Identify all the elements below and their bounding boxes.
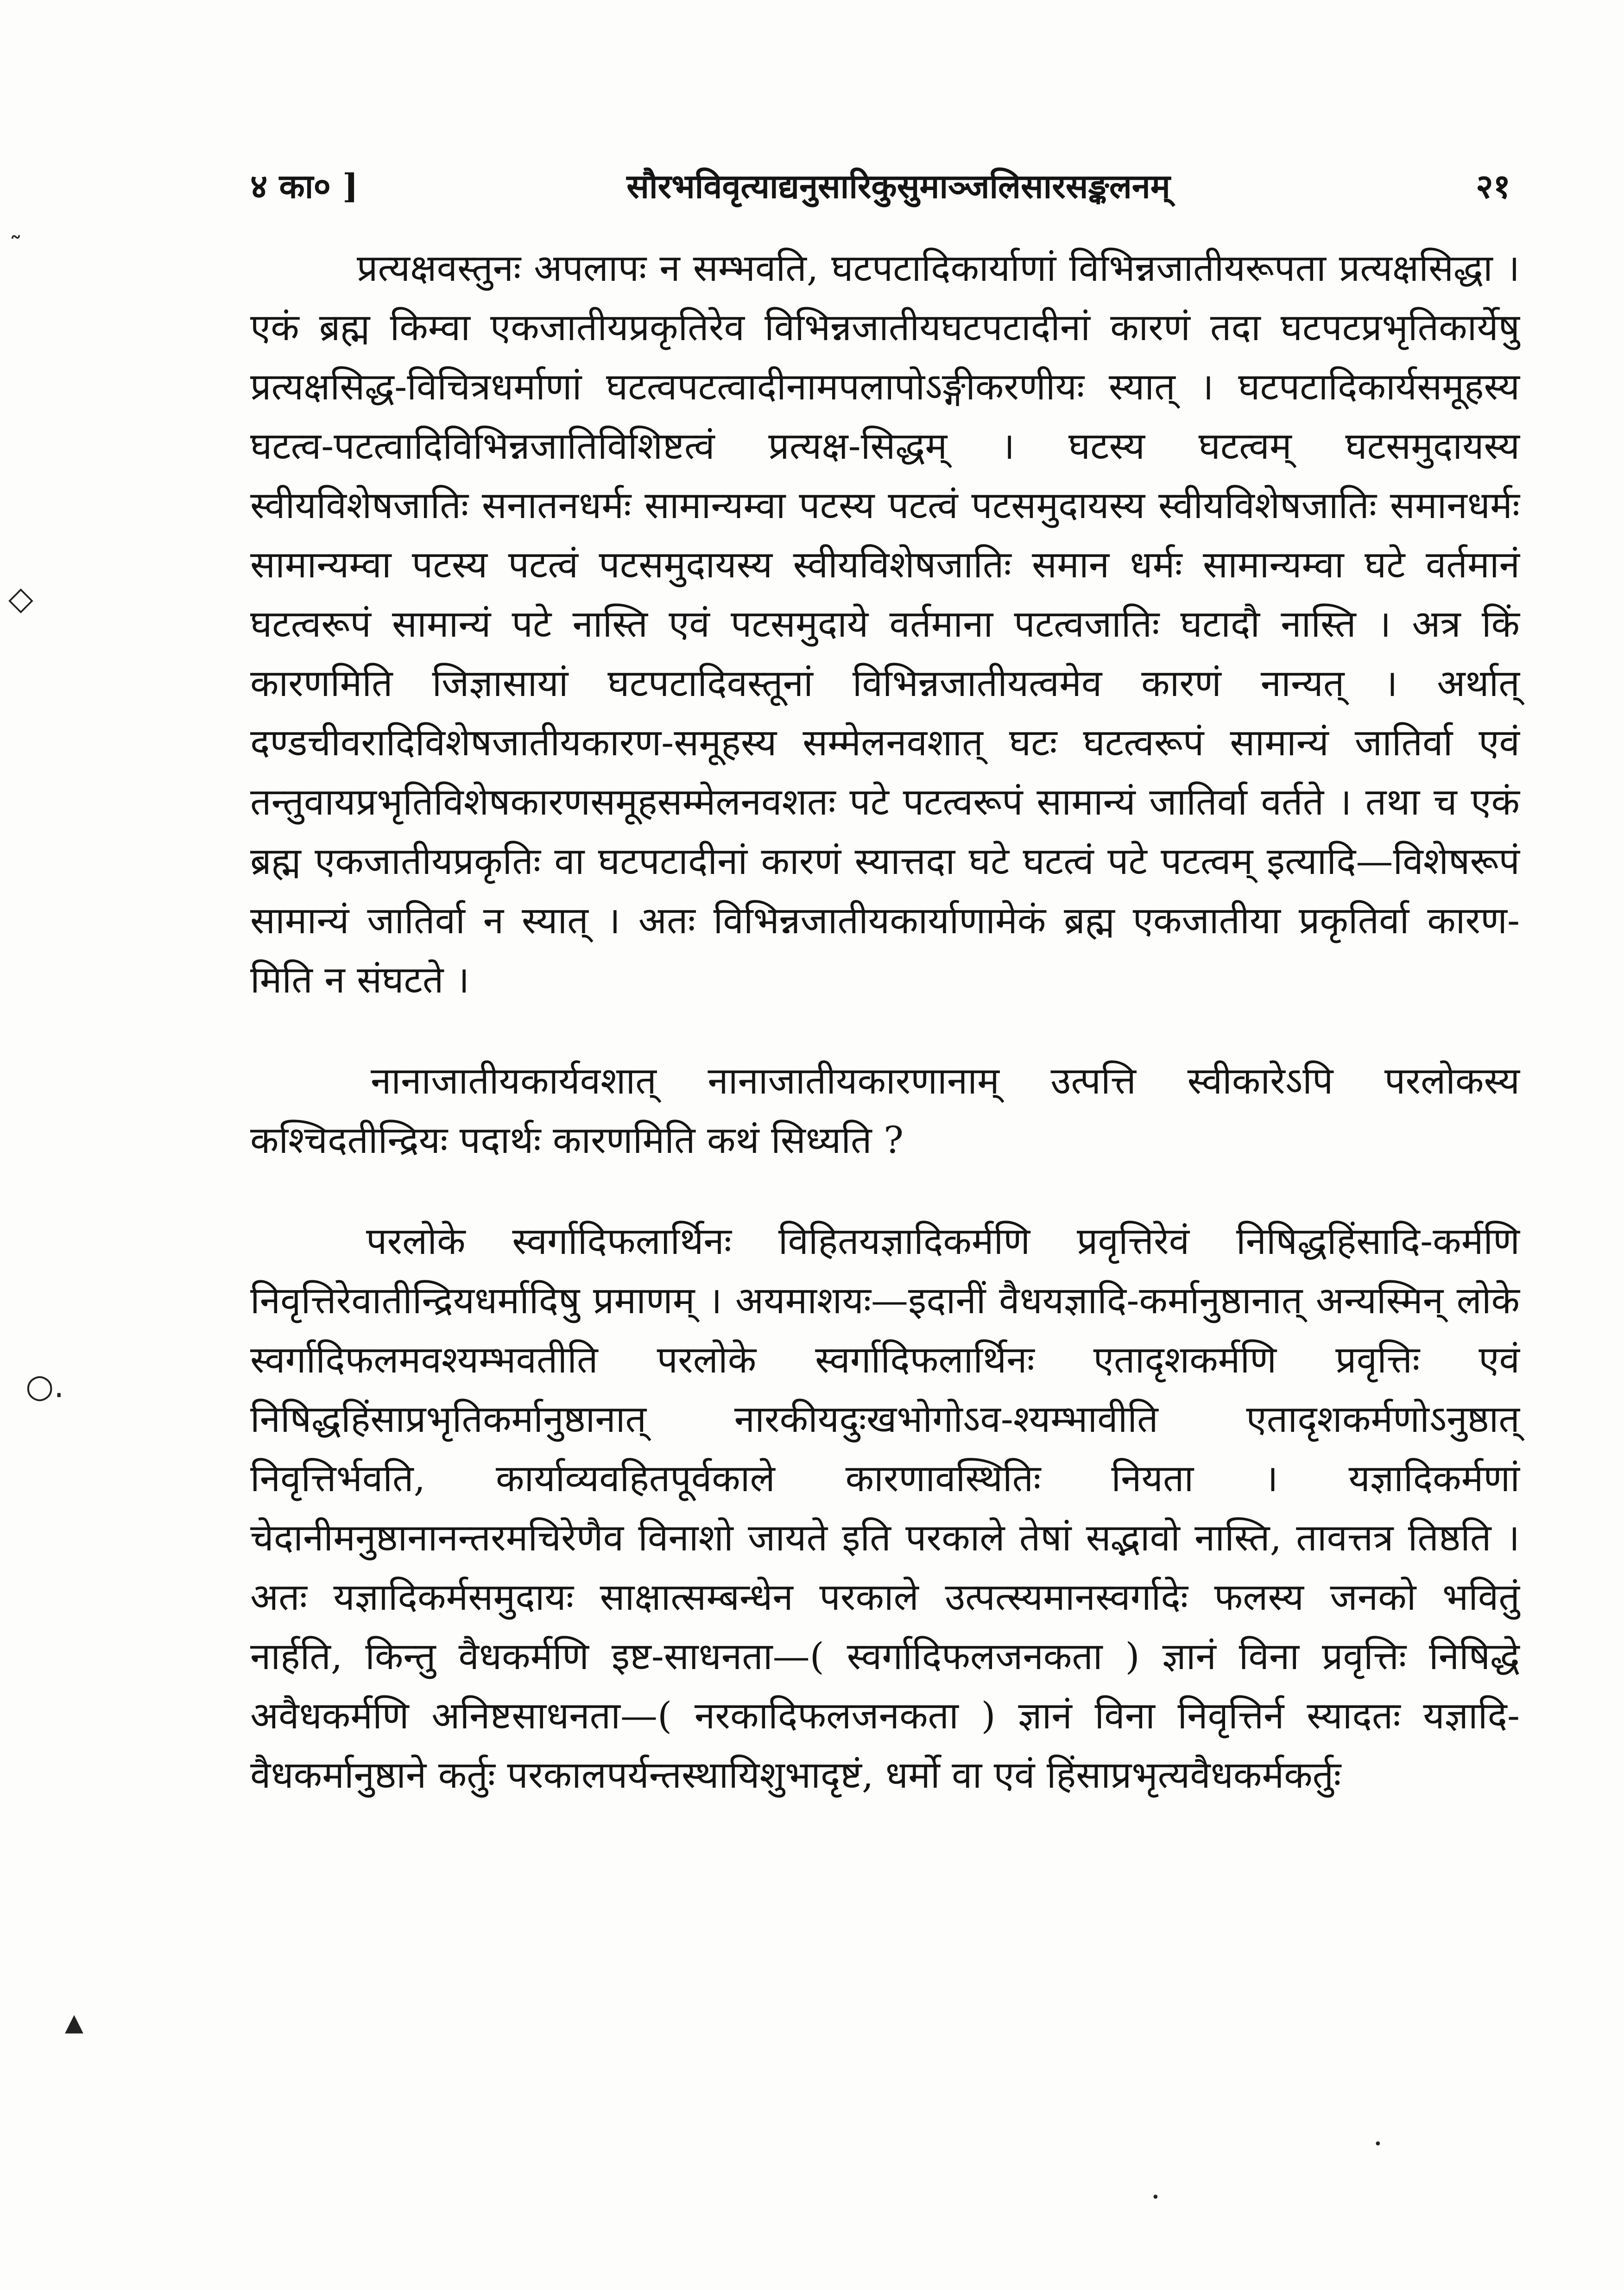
running-header xyxy=(250,153,1510,218)
margin-mark: ▲ xyxy=(65,2009,83,2037)
page-body xyxy=(250,239,1520,1805)
margin-mark: ˜ xyxy=(9,232,22,262)
paragraph-1: प्रत्यक्षवस्तुनः अपलापः न सम्भवति, घटपटादिकार्याणां विभिन्नजातीयरूपता प्रत्यक्षसिद्धा । एकं ब्रह्म किम्वा एकजातीयप्रकृतिरेव विभिन्नजातीयघटपटादीनां कारणं तदा घटपटप्रभृतिकार्येषु प्रत्यक्षसिद्ध-विचित्रधर्माणां घटत्वपटत्वादीनामपलापोऽङ्गीकरणीयः स्यात् । घटपटादिकार्यसमूहस्य घटत्व-पटत्वादिविभिन्नजातिविशिष्टत्वं प्रत्यक्ष-सिद्धम् । घटस्य घटत्वम् घटसमुदायस्य स्वीयविशेषजातिः सनातनधर्मः सामान्यम्वा पटस्य पटत्वं पटसमुदायस्य स्वीयविशेषजातिः समानधर्मः सामान्यम्वा पटस्य पटत्वं पटसमुदायस्य स्वीयविशेषजातिः समान धर्मः सामान्यम्वा घटे वर्तमानं घटत्वरूपं सामान्यं पटे नास्ति एवं पटसमुदाये वर्तमाना पटत्वजातिः घटादौ नास्ति । अत्र किं कारणमिति जिज्ञासायां घटपटादिवस्तूनां विभिन्नजातीयत्वमेव कारणं नान्यत् । अर्थात् दण्डचीवरादिविशेषजातीयकारण-समूहस्य सम्मेलनवशात् घटः घटत्वरूपं सामान्यं जातिर्वा एवं तन्तुवायप्रभृतिविशेषकारणसमूहसम्मेलनवशतः पटे पटत्वरूपं सामान्यं जातिर्वा वर्तते । तथा च एकं ब्रह्म एकजातीयप्रकृतिः वा घटपटादीनां कारणं स्यात्तदा घटे घटत्वं पटे पटत्वम् इत्यादि—विशेषरूपं सामान्यं जातिर्वा न स्यात् । अतः विभिन्नजातीयकार्याणामेकं ब्रह्म एकजातीया प्रकृतिर्वा कारण-मिति न संघटते । xyxy=(250,247,1520,1001)
paragraph-2: नानाजातीयकार्यवशात् नानाजातीयकारणानाम् उत्पत्ति स्वीकारेऽपि परलोकस्य कश्चिदतीन्द्रियः पदार्थः कारणमिति कथं सिध्यति ? xyxy=(250,1059,1520,1162)
margin-mark: • xyxy=(1374,2136,1382,2152)
header-title: सौरभविवृत्याद्यनुसारिकुसुमाञ्जलिसारसङ्कलनम् xyxy=(626,166,1170,206)
header-section-ref: ४ का० ] xyxy=(250,166,359,206)
margin-mark: ◇ xyxy=(8,579,33,617)
margin-mark: • xyxy=(1151,2189,1160,2206)
paragraph-3: परलोके स्वर्गादिफलार्थिनः विहितयज्ञादिकर्मणि प्रवृत्तिरेवं निषिद्धहिंसादि-कर्मणि निवृत्तिरेवातीन्द्रियधर्मादिषु प्रमाणम् । अयमाशयः—इदानीं वैधयज्ञादि-कर्मानुष्ठानात् अन्यस्मिन् लोके स्वर्गादिफलमवश्यम्भवतीति परलोके स्वर्गादिफलार्थिनः एतादृशकर्मणि प्रवृत्तिः एवं निषिद्धहिंसाप्रभृतिकर्मानुष्ठानात् नारकीयदुःखभोगोऽव-श्यम्भावीति एतादृशकर्मणोऽनुष्ठात् निवृत्तिर्भवति, कार्याव्यवहितपूर्वकाले कारणावस्थितिः नियता । यज्ञादिकर्मणां चेदानीमनुष्ठानानन्तरमचिरेणैव विनाशो जायते इति परकाले तेषां सद्भावो नास्ति, तावत्तत्र तिष्ठति । अतः यज्ञादिकर्मसमुदायः साक्षात्सम्बन्धेन परकाले उत्पत्स्यमानस्वर्गादेः फलस्य जनको भवितुं नार्हति, किन्तु वैधकर्मणि इष्ट-साधनता—( स्वर्गादिफलजनकता ) ज्ञानं विना प्रवृत्तिः निषिद्धे अवैधकर्मणि अनिष्टसाधनता—( नरकादिफलजनकता ) ज्ञानं विना निवृत्तिर्न स्यादतः यज्ञादि-वैधकर्मानुष्ठाने कर्तुः परकालपर्यन्तस्थायिशुभादृष्टं, धर्मो वा एवं हिंसाप्रभृत्यवैधकर्मकर्तुः xyxy=(250,1220,1520,1797)
page-number: २१ xyxy=(1476,166,1510,206)
margin-mark: ○. xyxy=(25,1367,64,1405)
